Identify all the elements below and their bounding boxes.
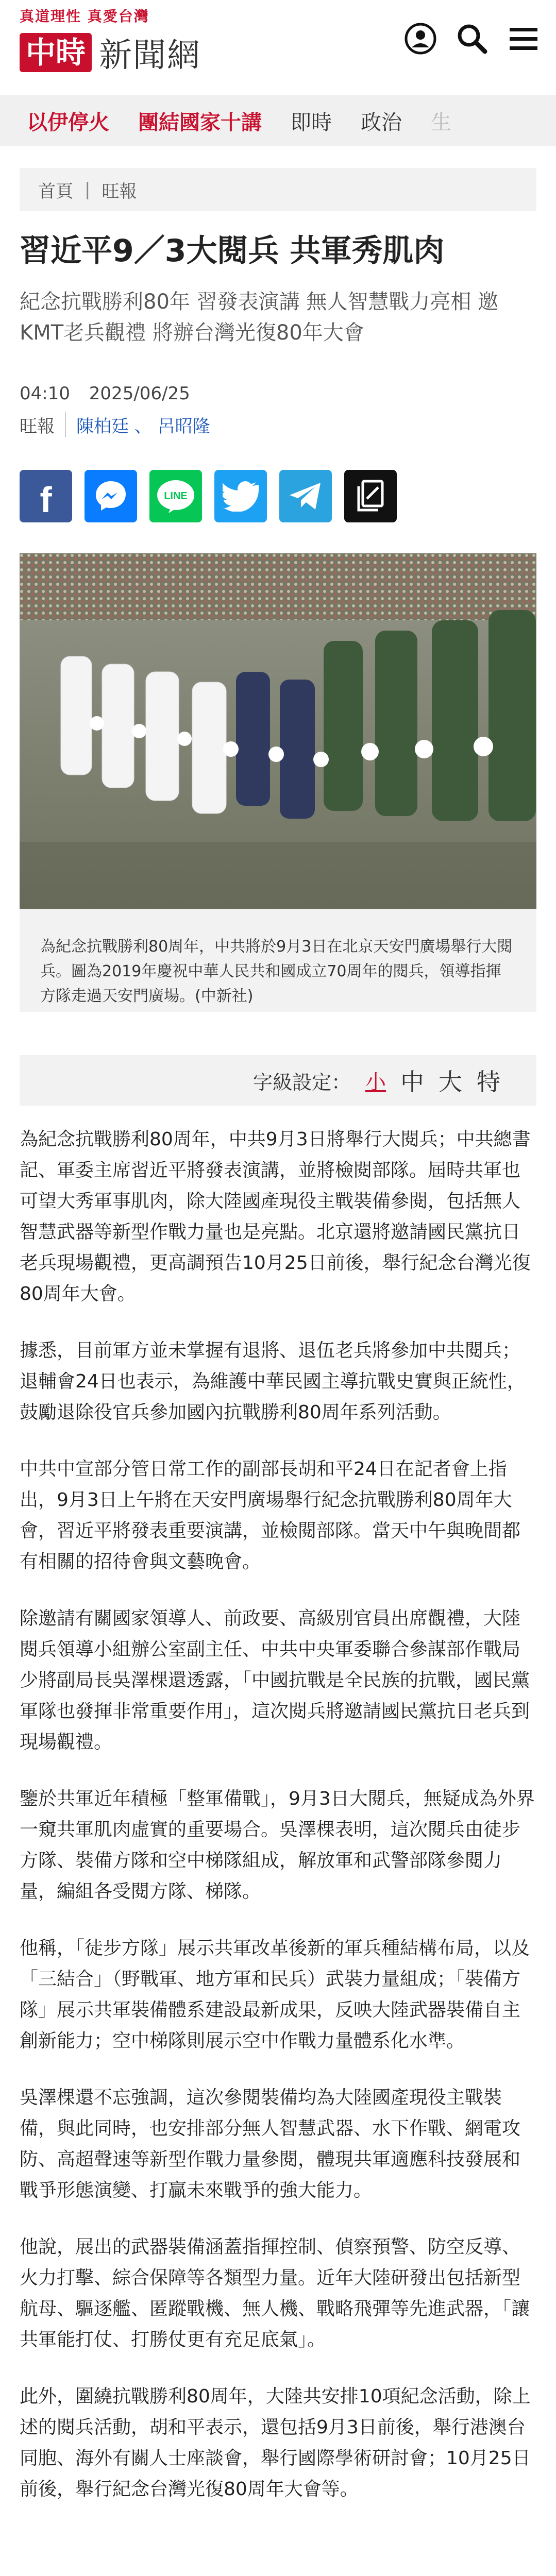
article-paragraph: 此外，圍繞抗戰勝利80周年，大陸共安排10項紀念活動，除上述的閱兵活動，胡和平表示，還包括9月3日前後，舉行港澳台同胞、海外有關人士座談會，舉行國際學術研討會；10月25日前後，舉行紀念台灣光復80周年大會等。: [20, 2386, 531, 2500]
nav-item-1[interactable]: 以伊停火: [27, 110, 109, 134]
site-logo[interactable]: [20, 5, 201, 76]
font-size-small[interactable]: 小: [365, 1070, 386, 1094]
share-bar: [20, 470, 397, 522]
menu-icon[interactable]: [507, 22, 541, 56]
article-title: 習近平9／3大閱兵 共軍秀肌肉: [20, 233, 445, 269]
user-icon[interactable]: [403, 22, 437, 56]
article-paragraph: 為紀念抗戰勝利80周年，中共9月3日將舉行大閱兵；中共總書記、軍委主席習近平將發表演講，並將檢閱部隊。屆時共軍也可望大秀軍事肌肉，除大陸國產現役主戰裝備參閱，包括無人智慧武器等新型作戰力量也是亮點。北京還將邀請國民黨抗日老兵現場觀禮，更高調預告10月25日前後，舉行紀念台灣光復80周年大會。: [20, 1129, 531, 1304]
article-body: [20, 1124, 536, 2531]
share-telegram-button[interactable]: [279, 470, 332, 522]
logo-row: [20, 29, 201, 76]
article-date: 2025/06/25: [89, 383, 190, 404]
logo-mark: 中時: [20, 33, 92, 72]
nav-item-5[interactable]: 生: [431, 110, 451, 134]
share-twitter-button[interactable]: [214, 470, 267, 522]
nav-item-4[interactable]: 政治: [361, 110, 402, 134]
font-size-large[interactable]: 大: [439, 1068, 462, 1096]
breadcrumb-separator: |: [85, 179, 91, 200]
facebook-icon: f: [40, 480, 52, 520]
breadcrumb: [20, 168, 536, 211]
messenger-icon: [93, 478, 129, 514]
article-paragraph: 據悉，目前軍方並未掌握有退將、退伍老兵將參加中共閱兵；退輔會24日也表示，為維護中華民國主導抗戰史實與正統性，鼓勵退除役官兵參加國內抗戰勝利80周年系列活動。: [20, 1340, 526, 1423]
breadcrumb-home[interactable]: 首頁: [38, 181, 73, 202]
line-icon-text: LINE: [164, 490, 188, 502]
line-icon: [155, 478, 196, 514]
copy-icon: [352, 478, 389, 514]
article-datetime: [20, 383, 204, 404]
font-size-control: [20, 1055, 536, 1106]
copy-link-button[interactable]: [344, 470, 397, 522]
photo-caption: 為紀念抗戰勝利80周年，中共將於9月3日在北京天安門廣場舉行大閱兵。圖為2019年慶祝中華人民共和國成立70周年的閱兵，領導指揮方隊走過天安門廣場。(中新社): [20, 909, 536, 1012]
share-messenger-button[interactable]: [85, 470, 137, 522]
telegram-icon: [288, 481, 324, 512]
article-subtitle: 紀念抗戰勝利80年 習發表演講 無人智慧戰力亮相 邀KMT老兵觀禮 將辦台灣光復80年大會: [20, 290, 499, 345]
article-paragraph: 除邀請有關國家領導人、前政要、高級別官員出席觀禮，大陸閱兵領導小組辦公室副主任、中共中央軍委聯合參謀部作戰局少將副局長吳澤棵還透露，「中國抗戰是全民族的抗戰，國民黨軍隊也發揮非常重要作用」，這次閱兵將邀請國民黨抗日老兵到現場觀禮。: [20, 1608, 530, 1753]
article-authors[interactable]: 陳柏廷 、 呂昭隆: [76, 416, 210, 437]
parade-photo-illustration: [20, 553, 536, 909]
font-size-medium[interactable]: 中: [400, 1068, 424, 1096]
article-photo[interactable]: [20, 553, 536, 909]
article-meta: [20, 412, 210, 437]
site-header: [0, 0, 556, 88]
share-line-button[interactable]: [149, 470, 202, 522]
nav-item-2[interactable]: 團結國家十講: [138, 110, 262, 134]
top-nav: [0, 95, 556, 146]
share-facebook-button[interactable]: [20, 470, 72, 522]
breadcrumb-section[interactable]: 旺報: [102, 181, 137, 202]
font-size-label: 字級設定：: [252, 1071, 351, 1094]
header-actions: [403, 22, 541, 56]
twitter-icon: [223, 481, 259, 512]
article-paragraph: 吳澤棵還不忘強調，這次參閱裝備均為大陸國產現役主戰裝備，與此同時，也安排部分無人智慧武器、水下作戰、網電攻防、高超聲速等新型作戰力量參閱，體現共軍適應科技發展和戰爭形態演變、打贏未來戰爭的強大能力。: [20, 2087, 521, 2201]
article-paragraph: 他稱，「徒步方隊」展示共軍改革後新的軍兵種結構布局，以及「三結合」（野戰軍、地方軍和民兵）武裝力量組成；「裝備方隊」展示共軍裝備體系建設最新成果，反映大陸武器裝備自主創新能力；空中梯隊則展示空中作戰力量體系化水準。: [20, 1938, 530, 2052]
article-paragraph: 鑒於共軍近年積極「整軍備戰」，9月3日大閱兵，無疑成為外界一窺共軍肌肉虛實的重要場合。吳澤棵表明，這次閱兵由徒步方隊、裝備方隊和空中梯隊組成，解放軍和武警部隊參閱力量，編組各受閱方隊、梯隊。: [20, 1788, 535, 1902]
article-time: 04:10: [20, 383, 70, 404]
font-size-xlarge[interactable]: 特: [477, 1068, 500, 1096]
article-section[interactable]: 旺報: [20, 412, 66, 437]
nav-item-3[interactable]: 即時: [291, 110, 332, 134]
search-icon[interactable]: [455, 22, 489, 56]
logo-wordmark: 新聞網: [99, 37, 201, 75]
logo-slogan: 真道理性 真愛台灣: [20, 8, 149, 25]
article-paragraph: 中共中宣部分管日常工作的副部長胡和平24日在記者會上指出，9月3日上午將在天安門廣場舉行紀念抗戰勝利80周年大會，習近平將發表重要演講，並檢閱部隊。當天中午與晚間都有相關的招待會與文藝晚會。: [20, 1459, 521, 1572]
article-paragraph: 他說，展出的武器裝備涵蓋指揮控制、偵察預警、防空反導、火力打擊、綜合保障等各類型力量。近年大陸研發出包括新型航母、驅逐艦、匿蹤戰機、無人機、戰略飛彈等先進武器，「讓共軍能打仗、打勝仗更有充足底氣」。: [20, 2236, 530, 2350]
